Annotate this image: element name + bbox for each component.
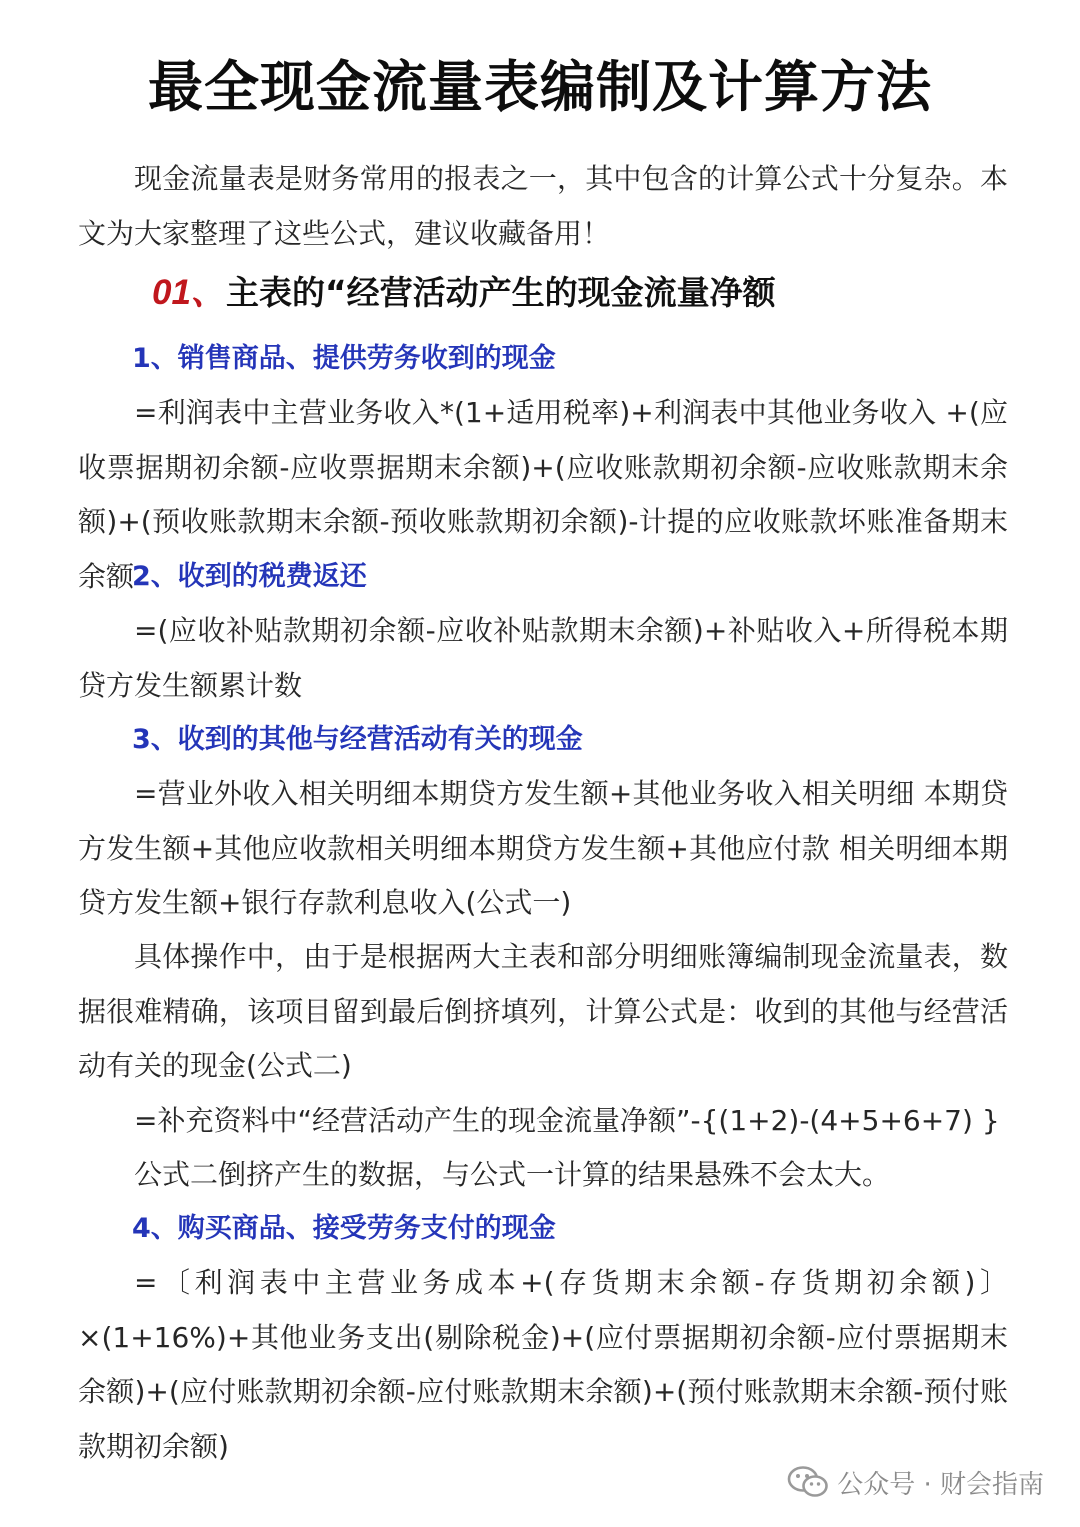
section-heading xyxy=(152,266,776,320)
section-number: 01、 xyxy=(152,273,226,312)
item-3-formula: =营业外收入相关明细本期贷方发生额+其他业务收入相关明细 本期贷方发生额+其他应收款相关明细本期贷方发生额+其他应付款 相关明细本期贷方发生额+银行存款利息收入(公式一) xyxy=(78,777,1008,919)
item-3-note-2: 公式二倒挤产生的数据，与公式一计算的结果悬殊不会太大。 xyxy=(134,1158,891,1191)
section-heading-text: 主表的“经营活动产生的现金流量净额 xyxy=(225,273,776,312)
item-4-formula: =〔利润表中主营业务成本+(存货期末余额-存货期初余额)〕 ×(1+16%)+其他业务支出(剔除税金)+(应付票据期初余额-应付票据期末余额)+(应付账款期初余额-应付账款期末余额)+(预付账款期末余额-预付账款期初余额) xyxy=(78,1266,1008,1463)
intro-paragraph: 现金流量表是财务常用的报表之一，其中包含的计算公式十分复杂。本文为大家整理了这些公式，建议收藏备用！ xyxy=(78,162,1008,250)
item-2-formula: =(应收补贴款期初余额-应收补贴款期末余额)+补贴收入+所得税本期贷方发生额累计数 xyxy=(78,614,1008,702)
item-4-heading: 4、购买商品、接受劳务支付的现金 xyxy=(132,1213,556,1244)
watermark-text: 公众号 · 财会指南 xyxy=(837,1469,1044,1500)
item-1-heading: 1、销售商品、提供劳务收到的现金 xyxy=(132,343,556,374)
wechat-icon xyxy=(787,1465,829,1499)
item-3-formula-2: =补充资料中“经营活动产生的现金流量净额”-{(1+2)-(4+5+6+7) } xyxy=(134,1104,1000,1137)
item-3-note: 具体操作中，由于是根据两大主表和部分明细账簿编制现金流量表，数据很难精确，该项目留到最后倒挤填列，计算公式是：收到的其他与经营活动有关的现金(公式二) xyxy=(78,940,1008,1082)
item-1-formula: =利润表中主营业务收入*(1+适用税率)+利润表中其他业务收入 +(应收票据期初余额-应收票据期末余额)+(应收账款期初余额-应收账款期末余额)+(预收账款期末余额-预收账款期初余额)-计提的应收账款坏账准备期末余额 xyxy=(78,396,1008,593)
article-title: 最全现金流量表编制及计算方法 xyxy=(147,55,932,119)
item-3-heading: 3、收到的其他与经营活动有关的现金 xyxy=(132,724,583,755)
item-2-heading: 2、收到的税费返还 xyxy=(132,561,367,592)
watermark xyxy=(787,1458,1044,1506)
